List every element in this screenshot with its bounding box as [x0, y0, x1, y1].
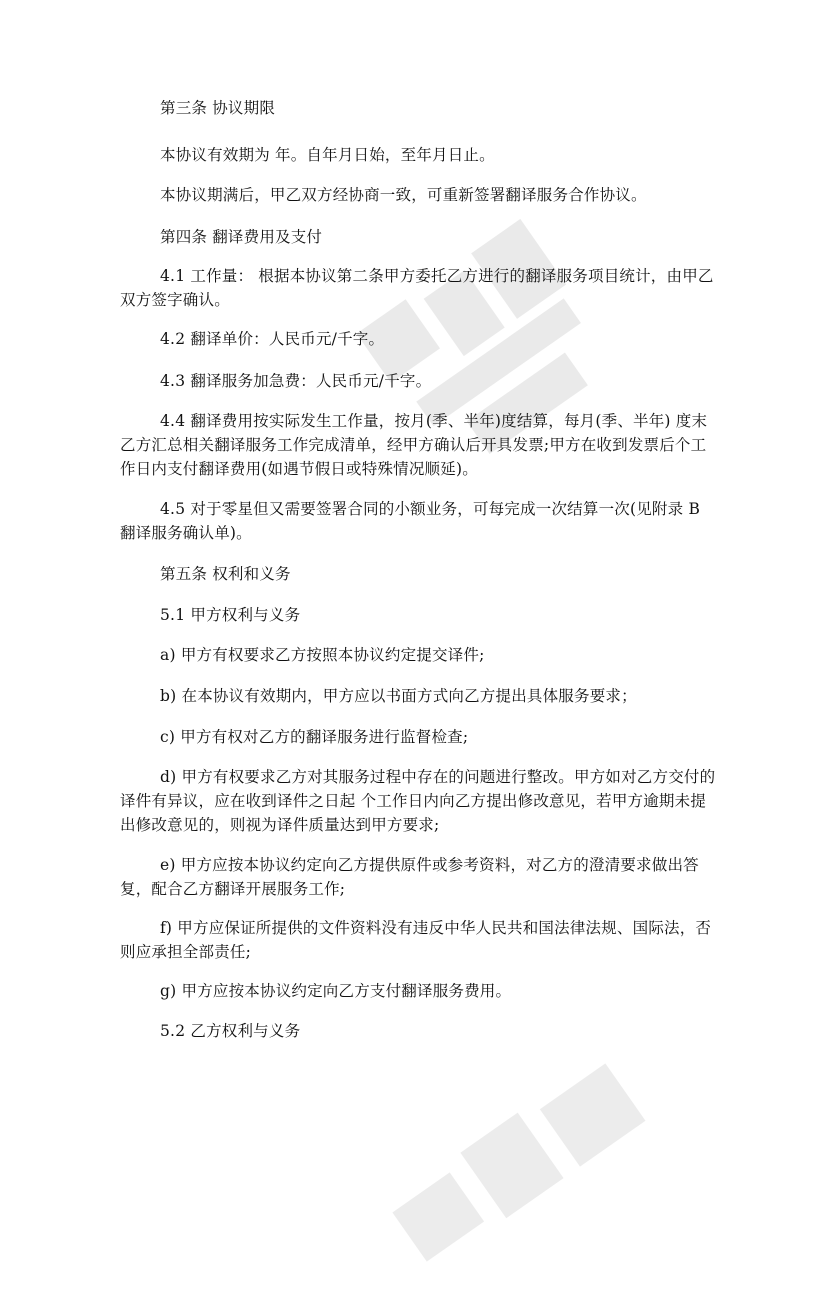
agreement-renewal-text: 本协议期满后，甲乙双方经协商一致，可重新签署翻译服务合作协议。 [160, 186, 647, 204]
clause-4-1: 4.1 工作量： 根据本协议第二条甲方委托乙方进行的翻译服务项目统计，由甲乙双方签字确认。 [120, 267, 714, 309]
article-4-heading: 第四条 翻译费用及支付 [160, 228, 323, 246]
clause-4-5: 4.5 对于零星但又需要签署合同的小额业务，可每完成一次结算一次(见附录 B 翻译服务确认单)。 [120, 500, 701, 542]
clause-5-1-g: g) 甲方应按本协议约定向乙方支付翻译服务费用。 [160, 982, 512, 1000]
clause-4-2: 4.2 翻译单价：人民币元/千字。 [160, 330, 385, 348]
clause-4-3: 4.3 翻译服务加急费：人民币元/千字。 [160, 372, 432, 390]
article-3-heading: 第三条 协议期限 [160, 99, 276, 117]
clause-5-2-heading: 5.2 乙方权利与义务 [160, 1022, 301, 1040]
clause-5-1-heading: 5.1 甲方权利与义务 [160, 606, 301, 624]
clause-4-4: 4.4 翻译费用按实际发生工作量，按月(季、半年)度结算，每月(季、半年) 度末乙方汇总相关翻译服务工作完成清单，经甲方确认后开具发票;甲方在收到发票后个工作日内支付翻译费用(如遇节假日或特殊情况顺延)。 [120, 412, 708, 478]
watermark-logo-bottom [373, 1030, 688, 1300]
clause-5-1-d: d) 甲方有权要求乙方对其服务过程中存在的问题进行整改。甲方如对乙方交付的译件有异议，应在收到译件之日起 个工作日内向乙方提出修改意见，若甲方逾期未提出修改意见的，则视为译件质量达到甲方要求; [120, 768, 716, 834]
clause-5-1-a: a) 甲方有权要求乙方按照本协议约定提交译件; [160, 646, 485, 664]
clause-5-1-f: f) 甲方应保证所提供的文件资料没有违反中华人民共和国法律法规、国际法，否则应承担全部责任; [120, 919, 712, 961]
clause-5-1-e: e) 甲方应按本协议约定向乙方提供原件或参考资料，对乙方的澄清要求做出答复，配合乙方翻译开展服务工作; [120, 856, 699, 898]
clause-5-1-b: b) 在本协议有效期内，甲方应以书面方式向乙方提出具体服务要求； [160, 687, 637, 705]
agreement-validity-text: 本协议有效期为 年。自年月日始，至年月日止。 [160, 146, 495, 164]
article-5-heading: 第五条 权利和义务 [160, 565, 291, 583]
clause-5-1-c: c) 甲方有权对乙方的翻译服务进行监督检查; [160, 728, 469, 746]
